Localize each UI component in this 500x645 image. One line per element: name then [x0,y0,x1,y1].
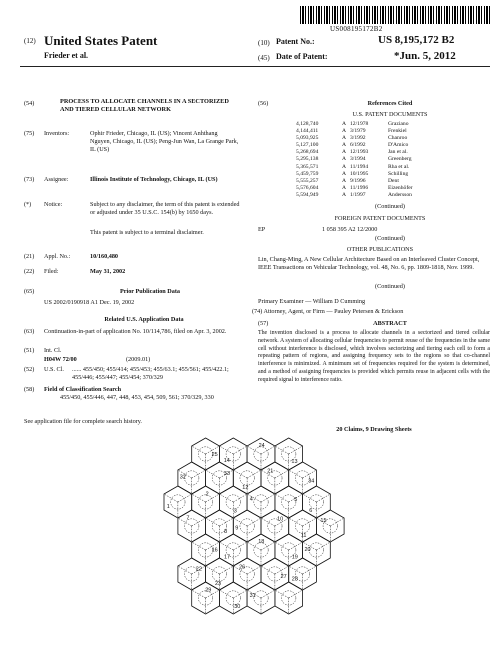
other-continued: (Continued) [375,283,405,290]
sector-line [219,590,233,598]
us-doc-cell: 6/1992 [350,142,366,149]
us-doc-cell: 5,594,949 [296,191,319,198]
refs-continued: (Continued) [375,203,405,210]
us-doc-cell: 9/1996 [350,177,366,184]
figure-label: 13 [291,459,298,465]
figure-label: 16 [211,547,218,554]
us-doc-cell: A [342,191,347,198]
patent-date: *Jun. 5, 2012 [394,50,456,62]
sector-line [206,566,220,574]
patent-no-label: Patent No.: [276,37,315,46]
uscl-code: (52) [24,366,35,373]
hexagonal-cell-diagram [150,434,370,624]
us-doc-cell: Andersson [388,191,412,198]
us-doc-cell: 5,459,759 [296,170,319,177]
us-doc-row [296,128,448,135]
barcode [300,6,490,24]
inventors-list: Ophir Frieder, Chicago, IL (US); Vincent Anhthang Nguyen, Chicago, IL (US); Peng-Jun Wan, La Grange Park, IL (US) [90,130,239,153]
us-doc-cell: Greenberg [388,156,412,163]
code-10: (10) [258,39,270,47]
figure-label: 10 [277,516,284,523]
abstract-text: The invention disclosed is a process to allocate channels in a sectorized and tiered cellular network. A system of allocating cellular frequencies to permit reuse of the frequencies in the same cell without interference is disclosed, which involves sectorizing and tiering each cell to form a repeating pattern of regions, and assigning frequency sets to the regions so that co-channel interference is minimized. A minimum set of frequencies required for the system is determined, and a method of assigning frequencies is provided which permits reuse in adjacent cells with the required signal to interference ratio. [258,330,490,383]
us-doc-cell: A [342,177,347,184]
us-doc-row [296,178,448,185]
us-doc-row [296,164,448,171]
field-values: 455/450, 455/446, 447, 448, 453, 454, 509, 561; 370/329, 330 [60,394,214,401]
sector-line [178,566,192,574]
us-doc-row [296,185,448,192]
us-doc-row [296,142,448,149]
see-application: See application file for complete search history. [24,418,142,425]
code-12: (12) [24,37,36,45]
title-code: (54) [24,100,35,107]
us-doc-cell: 11/1994 [350,163,369,170]
us-doc-cell: 5,127,100 [296,142,319,149]
figure-label: 2 [205,491,209,498]
sector-line [261,518,275,526]
sector-line [233,470,247,478]
figure-label: 3 [233,508,237,515]
figure-label: 4 [249,496,253,503]
us-doc-cell: 3/1992 [350,135,366,142]
figure-label: 15 [320,518,327,525]
figure-label: 31 [249,592,256,599]
us-doc-cell: A [342,156,347,163]
us-doc-cell: 5,555,257 [296,177,319,184]
figure-label: 1 [166,504,170,511]
sector-line [192,494,206,502]
intcl-class: H04W 72/00 [44,356,77,363]
sector-line [289,470,303,478]
prior-code: (65) [24,288,35,295]
figure-label: 21 [267,468,274,475]
field-code: (58) [24,386,35,393]
assignee-label: Assignee: [44,176,69,183]
sector-line [275,494,289,502]
header-rule [20,66,490,67]
figure-label: 20 [304,547,311,554]
figure-label: 34 [308,478,315,485]
us-doc-cell: Eizenhöfer [388,184,413,191]
figure-label: 23 [215,580,222,587]
figure-label: 29 [205,587,212,594]
attorney: (74) Attorney, Agent, or Firm — Pauley Petersen & Erickson [252,308,404,315]
figure-label: 14 [223,458,230,465]
foreign-continued: (Continued) [375,235,405,242]
other-publication: Lin, Chang-Ming, A New Cellular Architecture Based on an Interleaved Cluster Concept, IEEE Transactions on Vehicular Technology, vol. 48, No. 6, pp. 1809-1818, Nov. 1999. [258,256,480,271]
us-doc-cell: 5,365,571 [296,163,319,170]
foreign-doc: 1 058 395 A2 12/2000 [322,226,378,233]
notice-text: Subject to any disclaimer, the term of this patent is extended or adjusted under 35 U.S.C. 154(b) by 1650 days. [90,201,240,216]
sector-line [289,518,303,526]
sector-line [261,566,275,574]
us-doc-cell: 5,093,925 [296,135,319,142]
filed-code: (22) [24,268,35,275]
prior-data: US 2002/0190918 A1 Dec. 19, 2002 [44,299,135,306]
appl-number: 10/160,480 [90,253,119,260]
inventors-label: Inventors: [44,130,70,137]
sector-line [275,590,289,598]
sector-line [289,566,303,574]
us-doc-cell: A [342,170,347,177]
assignee-code: (73) [24,176,35,183]
abstract-code: (57) [258,320,269,327]
foreign-code: EP [258,226,266,233]
refs-heading: References Cited [367,100,413,107]
sector-line [275,542,289,550]
figure-label: 17 [224,554,231,561]
figure-label: 33 [223,470,230,477]
us-doc-cell: A [342,149,347,156]
us-docs-table [296,121,448,199]
uscl-values: ...... 455/450; 455/414; 455/453; 455/63.1; 455/561; 455/422.1; 455/446; 455/447; 455/454; 370/329 [72,366,229,381]
figure-label: 9 [235,525,239,532]
us-doc-cell: 1/1997 [350,191,366,198]
us-doc-cell: Rha et al. [388,163,410,170]
continuation-code: (63) [24,328,35,335]
us-doc-cell: A [342,184,347,191]
us-doc-cell: D'Amico [388,142,409,149]
us-doc-cell: Schilling [388,170,409,177]
related-heading: Related U.S. Application Data [104,316,184,323]
us-doc-row [296,192,448,199]
sector-line [164,494,178,502]
sector-line [219,446,233,454]
us-doc-cell: 4,144,411 [296,128,319,135]
figure-label: 11 [300,532,307,539]
sector-line [206,518,220,526]
invention-title: PROCESS TO ALLOCATE CHANNELS IN A SECTORIZED AND TIERED CELLULAR NETWORK [60,98,229,113]
us-doc-cell: Dent [388,177,399,184]
us-doc-cell: Chanroo [388,135,408,142]
sector-line [206,470,220,478]
sector-line [303,494,317,502]
uscl-label: U.S. Cl. [44,366,64,373]
field-label: Field of Classification Search [44,386,122,393]
filed-date: May 31, 2002 [90,268,126,275]
us-doc-cell: 3/1994 [350,156,366,163]
us-doc-row [296,171,448,178]
sector-line [275,446,289,454]
notice-terminal: This patent is subject to a terminal disclaimer. [90,229,204,236]
foreign-heading: FOREIGN PATENT DOCUMENTS [334,215,426,222]
appl-code: (21) [24,253,35,260]
us-doc-cell: 11/1996 [350,184,369,191]
us-doc-row [296,135,448,142]
prior-heading: Prior Publication Data [119,288,181,295]
figure-label: 6 [309,507,313,514]
us-doc-cell: A [342,121,347,127]
intcl-label: Int. Cl. [44,347,62,354]
refs-code: (56) [258,100,269,107]
us-doc-cell: Jan et al. [388,149,408,156]
us-doc-cell: 12/1993 [350,149,369,156]
appl-label: Appl. No.: [44,253,71,260]
sector-line [192,590,206,598]
us-doc-cell: A [342,163,347,170]
figure-label: 22 [195,566,202,573]
figure-label: 24 [258,443,265,449]
figure-label: 12 [242,484,249,491]
publication-number: US008195172B2 [330,25,383,33]
us-doc-cell: 3/1979 [350,128,366,135]
us-docs-heading: U.S. PATENT DOCUMENTS [352,111,428,118]
us-doc-row [296,121,448,128]
us-doc-cell: 5,295,138 [296,156,319,163]
notice-label: Notice: [44,201,63,208]
sector-line [192,542,206,550]
notice-code: (*) [24,201,32,208]
abstract-heading: ABSTRACT [373,320,407,327]
us-doc-cell: 4,128,740 [296,121,319,127]
figure-label: 18 [258,539,265,545]
code-45: (45) [258,54,270,62]
us-doc-row [296,156,448,163]
inventors-code: (75) [24,130,35,137]
other-heading: OTHER PUBLICATIONS [346,246,414,253]
continuation: Continuation-in-part of application No. 10/114,786, filed on Apr. 3, 2002. [44,328,227,335]
figure-label: 30 [234,604,241,611]
us-doc-cell: A [342,135,347,142]
us-doc-cell: 5,268,694 [296,149,319,156]
figure-label: 28 [291,576,298,583]
filed-label: Filed: [44,268,59,275]
figure-label: 32 [179,474,186,481]
date-label: Date of Patent: [276,52,328,61]
us-doc-cell: Graziano [388,121,409,127]
sector-line [219,542,233,550]
sector-line [219,494,233,502]
figure-label: 26 [239,564,246,571]
us-doc-cell: 5,576,604 [296,184,319,191]
us-doc-cell: 12/1978 [350,121,369,127]
figure-label: 19 [291,554,298,561]
us-doc-cell: 10/1995 [350,170,369,177]
sector-line [178,518,192,526]
assignee: Illinois Institute of Technology, Chicago, IL (US) [90,176,218,183]
figure-label: 25 [211,452,218,458]
intcl-code: (51) [24,347,35,354]
us-doc-row [296,149,448,156]
figure-label: 8 [224,528,228,535]
patent-number: US 8,195,172 B2 [378,34,455,46]
sector-line [192,446,206,454]
claims-line: 20 Claims, 9 Drawing Sheets [336,426,412,433]
figure-label: 27 [280,574,287,580]
intcl-date: (2009.01) [126,356,151,363]
inventor-line: Frieder et al. [44,51,89,60]
us-doc-cell: A [342,142,347,149]
figure-label: 7 [186,515,190,522]
country-title: United States Patent [44,33,158,48]
us-doc-cell: A [342,128,347,135]
figure-label: 5 [294,497,298,504]
primary-examiner: Primary Examiner — William D Cumming [258,298,366,305]
us-doc-cell: Frenkiel [388,128,407,135]
